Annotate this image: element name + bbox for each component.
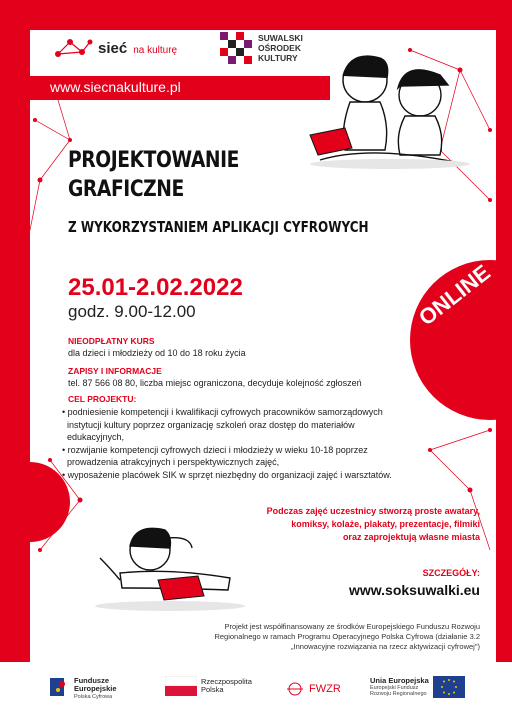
ue-sub-1: Europejski Fundusz <box>370 685 419 692</box>
rp-name-1: Rzeczpospolita <box>201 676 252 686</box>
goal-list <box>62 406 392 481</box>
ue-name: Unia Europejska <box>370 675 429 685</box>
header-url[interactable]: www.siecnakulture.pl <box>50 79 181 95</box>
signup-label: ZAPISY I INFORMACJE <box>68 366 162 376</box>
logo-suwalski-osrodek-kultury <box>220 32 303 64</box>
network-logo-icon <box>54 36 94 60</box>
free-course-text: dla dzieci i młodzieży od 10 do 18 roku życia <box>68 348 246 358</box>
details-url[interactable]: www.soksuwalki.eu <box>349 582 480 598</box>
funding-line: Regionalnego w ramach Programu Operacyjnego Polska Cyfrowa (działanie 3.2 <box>214 632 480 641</box>
goal-line: • rozwijanie kompetencji cyfrowych dzieci i młodzieży w wieku 10-18 poprzez <box>62 444 368 455</box>
note-line: Podczas zajęć uczestnicy stworzą proste awatary, <box>266 506 480 516</box>
checker-logo-icon <box>220 32 252 64</box>
fe-name-2: Europejskie <box>74 684 117 693</box>
fwzr-network-icon <box>285 680 305 698</box>
logo-sok-line-1: SUWALSKI <box>258 33 303 43</box>
goal-line: edukacyjnych, <box>62 432 125 442</box>
title-line-1: PROJEKTOWANIE <box>68 148 239 173</box>
logo-unia-europejska <box>370 676 465 698</box>
fe-star-icon <box>48 676 70 700</box>
logo-siec-sub: na kulturę <box>133 44 178 56</box>
goal-label: CEL PROJEKTU: <box>68 394 137 404</box>
fe-name-1: Fundusze <box>74 675 109 685</box>
funding-line: „Innowacyjne rozwiązania na rzecz aktywizacji cyfrowej") <box>291 642 480 651</box>
logo-siec-word: sieć <box>98 39 128 57</box>
logo-sok-line-3: KULTURY <box>258 53 298 63</box>
note-line: komiksy, kolaże, plakaty, prezentacje, filmiki <box>291 519 480 529</box>
event-hours: godz. 9.00-12.00 <box>68 302 196 321</box>
event-dates: 25.01-2.02.2022 <box>68 274 243 301</box>
signup-text: tel. 87 566 08 80, liczba miejsc ograniczona, decyduje kolejność zgłoszeń <box>68 378 362 388</box>
funding-info <box>190 622 480 652</box>
details-label: SZCZEGÓŁY: <box>422 568 480 578</box>
note-line: oraz zaprojektują własne miasta <box>342 532 480 542</box>
fe-sub: Polska Cyfrowa <box>74 693 113 700</box>
girl-laptop-illustration <box>80 518 250 618</box>
free-course-label: NIEODPŁATNY KURS <box>68 336 155 346</box>
logo-fundusze-europejskie <box>48 676 117 700</box>
kids-laptop-illustration <box>280 40 470 170</box>
logo-sok-line-2: OŚRODEK <box>258 43 301 53</box>
title-line-3: Z WYKORZYSTANIEM APLIKACJI CYFROWYCH <box>68 218 369 236</box>
logo-rzeczpospolita-polska <box>165 676 252 696</box>
funding-line: Projekt jest współfinansowany ze środków Europejskiego Funduszu Rozwoju <box>224 622 480 631</box>
goal-line: • wyposażenie placówek SIK w sprzęt niezbędny do organizacji zajęć i warsztatów. <box>62 469 392 480</box>
poster-panel <box>30 30 496 662</box>
eu-flag-icon <box>433 676 465 698</box>
fwzr-text: FWZR <box>309 683 341 695</box>
rp-name-2: Polska <box>201 685 224 694</box>
polish-flag-icon <box>165 676 197 696</box>
goal-line: • podniesienie kompetencji i kwalifikacji cyfrowych pracowników samorządowych <box>62 407 383 417</box>
goal-line: prowadzenia atrakcyjnych i perspektywicznych zajęć, <box>62 457 280 467</box>
logo-fwzr <box>285 680 341 698</box>
goal-line: instytucji kultury poprzez organizację szkoleń oraz dostęp do materiałów <box>62 419 355 430</box>
logo-siec-na-kulture <box>54 36 177 60</box>
ue-sub-2: Rozwoju Regionalnego <box>370 691 427 698</box>
title-line-2: GRAFICZNE <box>68 177 184 202</box>
funding-logos-footer <box>0 662 512 725</box>
online-badge-text: ONLINE <box>413 259 495 331</box>
